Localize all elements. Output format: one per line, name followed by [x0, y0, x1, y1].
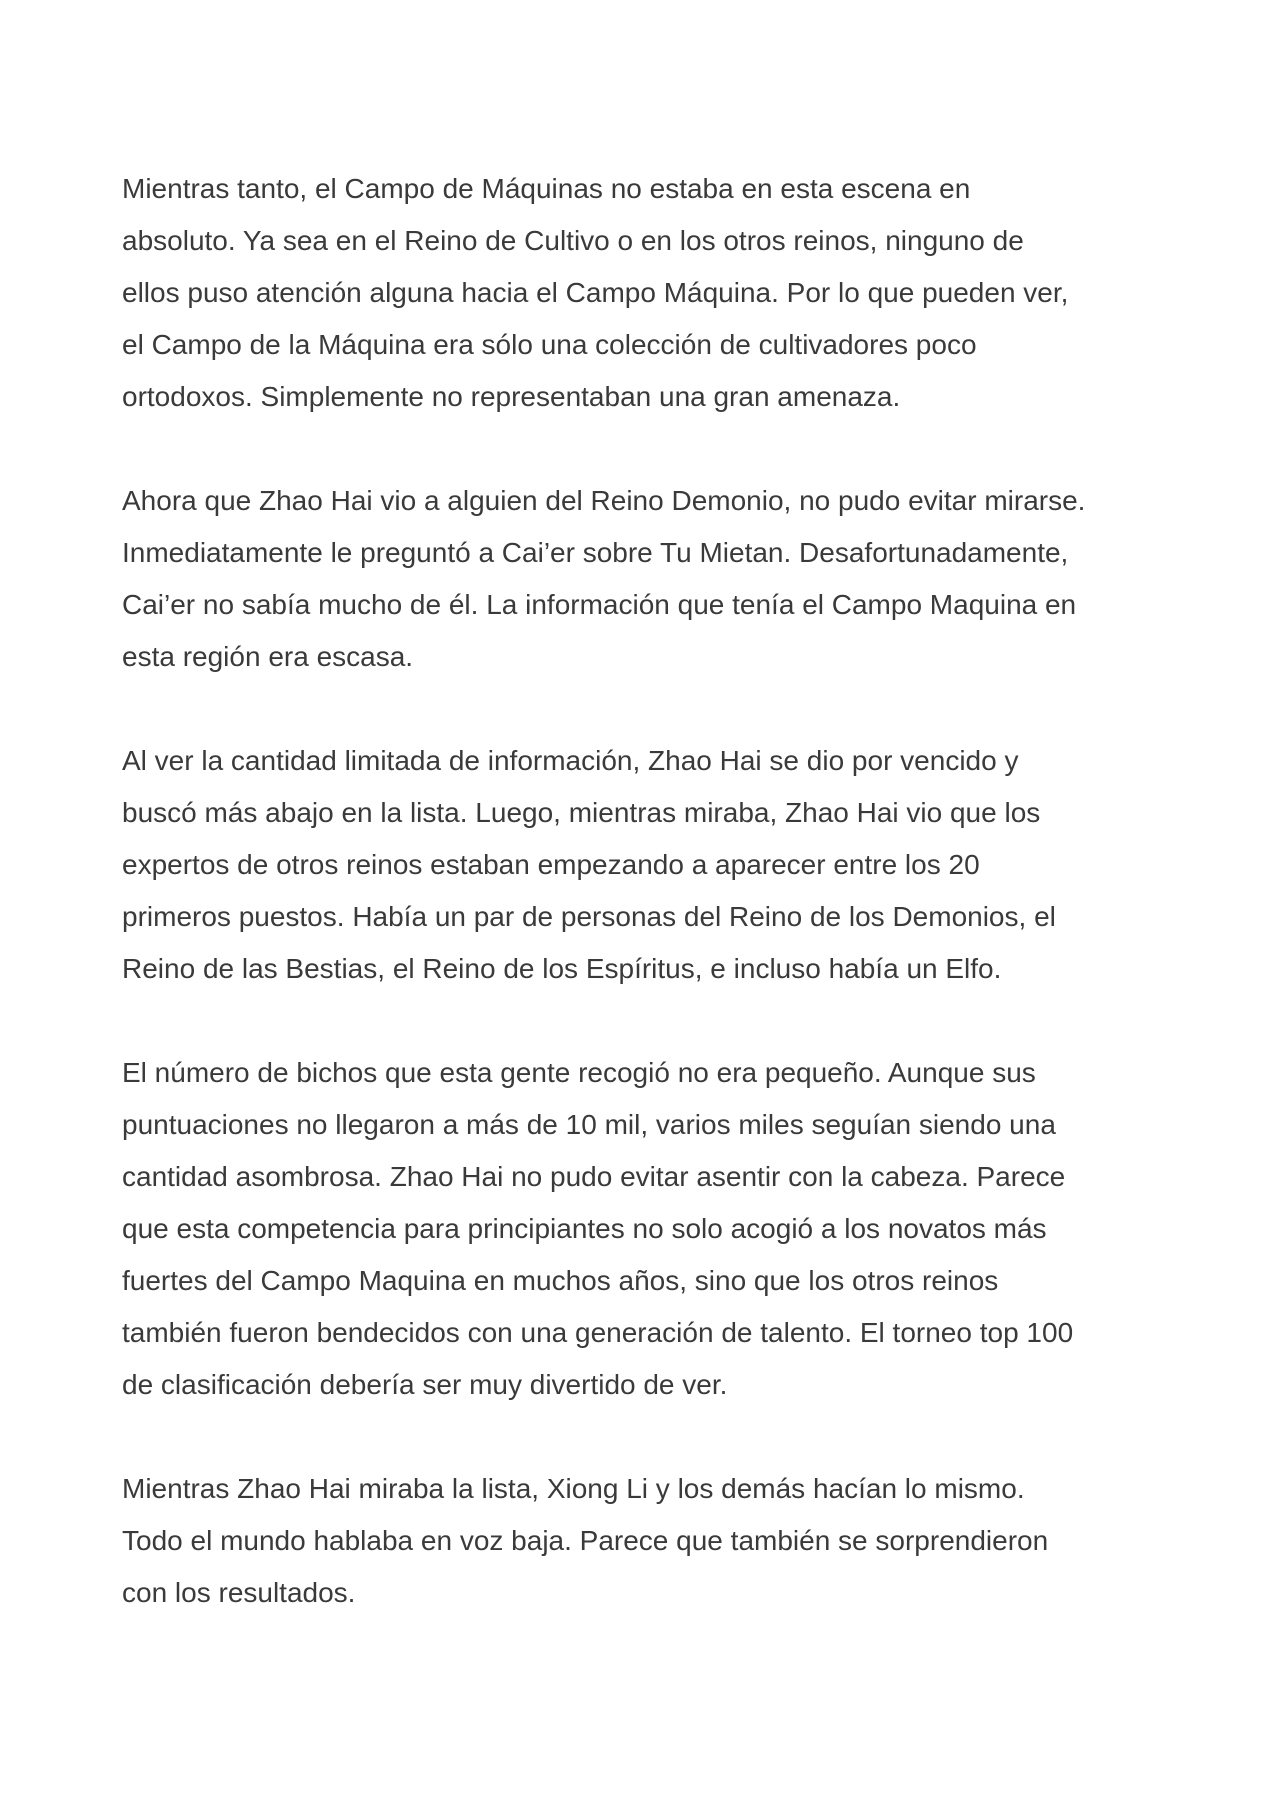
document-body: [122, 163, 1182, 1671]
paragraph: [122, 475, 1182, 683]
text-line: cantidad asombrosa. Zhao Hai no pudo evitar asentir con la cabeza. Parece: [122, 1161, 1066, 1192]
text-line: Mientras Zhao Hai miraba la lista, Xiong Li y los demás hacían lo mismo.: [122, 1473, 1025, 1504]
text-line: Todo el mundo hablaba en voz baja. Parece que también se sorprendieron: [122, 1525, 1049, 1556]
text-line: Reino de las Bestias, el Reino de los Espíritus, e incluso había un Elfo.: [122, 953, 1002, 984]
paragraph: [122, 1047, 1182, 1411]
text-line: esta región era escasa.: [122, 641, 414, 672]
text-line: que esta competencia para principiantes no solo acogió a los novatos más: [122, 1213, 1047, 1244]
text-line: absoluto. Ya sea en el Reino de Cultivo o en los otros reinos, ninguno de: [122, 225, 1024, 256]
text-line: Inmediatamente le preguntó a Cai’er sobre Tu Mietan. Desafortunadamente,: [122, 537, 1069, 568]
text-line: Mientras tanto, el Campo de Máquinas no estaba en esta escena en: [122, 173, 971, 204]
text-line: buscó más abajo en la lista. Luego, mientras miraba, Zhao Hai vio que los: [122, 797, 1041, 828]
paragraph: [122, 1463, 1182, 1619]
text-line: Al ver la cantidad limitada de información, Zhao Hai se dio por vencido y: [122, 745, 1019, 776]
text-line: puntuaciones no llegaron a más de 10 mil, varios miles seguían siendo una: [122, 1109, 1056, 1140]
text-line: el Campo de la Máquina era sólo una colección de cultivadores poco: [122, 329, 977, 360]
text-line: de clasificación debería ser muy divertido de ver.: [122, 1369, 728, 1400]
text-line: Ahora que Zhao Hai vio a alguien del Reino Demonio, no pudo evitar mirarse.: [122, 485, 1086, 516]
text-line: fuertes del Campo Maquina en muchos años, sino que los otros reinos: [122, 1265, 999, 1296]
text-line: Cai’er no sabía mucho de él. La información que tenía el Campo Maquina en: [122, 589, 1077, 620]
paragraph: [122, 735, 1182, 995]
text-line: El número de bichos que esta gente recogió no era pequeño. Aunque sus: [122, 1057, 1036, 1088]
text-line: con los resultados.: [122, 1577, 356, 1608]
text-line: ortodoxos. Simplemente no representaban una gran amenaza.: [122, 381, 901, 412]
text-line: primeros puestos. Había un par de personas del Reino de los Demonios, el: [122, 901, 1056, 932]
paragraph: [122, 163, 1182, 423]
text-line: también fueron bendecidos con una generación de talento. El torneo top 100: [122, 1317, 1074, 1348]
text-line: ellos puso atención alguna hacia el Campo Máquina. Por lo que pueden ver,: [122, 277, 1069, 308]
text-line: expertos de otros reinos estaban empezando a aparecer entre los 20: [122, 849, 980, 880]
